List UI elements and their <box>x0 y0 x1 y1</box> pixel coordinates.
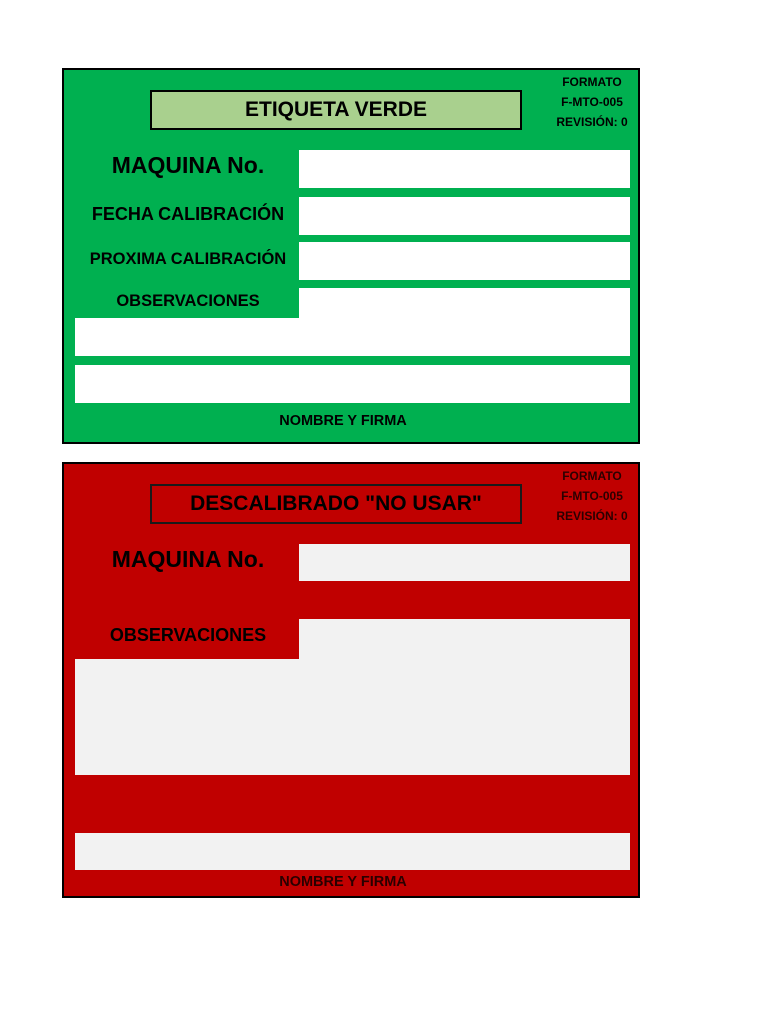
green-signature-field[interactable] <box>75 365 630 403</box>
green-machine-label: MAQUINA No. <box>111 152 265 178</box>
green-next-calibration-label: PROXIMA CALIBRACIÓN <box>89 250 287 268</box>
red-machine-label: MAQUINA No. <box>111 546 265 572</box>
red-observations-label: OBSERVACIONES <box>109 625 267 645</box>
red-label-title: DESCALIBRADO "NO USAR" <box>150 484 522 524</box>
red-format-revision: REVISIÓN: 0 <box>556 509 628 523</box>
green-calibration-date-field[interactable] <box>299 197 630 235</box>
red-observations-field[interactable] <box>75 659 630 775</box>
green-next-calibration-field[interactable] <box>299 242 630 280</box>
red-signature-field[interactable] <box>75 833 630 870</box>
green-format-line: FORMATO <box>562 75 622 89</box>
green-signature-label: NOMBRE Y FIRMA <box>279 413 407 429</box>
red-format-block <box>542 466 642 526</box>
green-machine-field[interactable] <box>299 150 630 188</box>
green-calibration-date-label: FECHA CALIBRACIÓN <box>91 204 285 224</box>
red-uncalibrated-label <box>62 462 640 898</box>
green-format-revision: REVISIÓN: 0 <box>556 115 628 129</box>
green-label-title: ETIQUETA VERDE <box>150 90 522 130</box>
red-format-code: F-MTO-005 <box>561 489 623 503</box>
red-format-line: FORMATO <box>562 469 622 483</box>
green-observations-label: OBSERVACIONES <box>116 292 260 310</box>
green-format-code: F-MTO-005 <box>561 95 623 109</box>
red-signature-label: NOMBRE Y FIRMA <box>279 874 407 890</box>
green-observations-field-top[interactable] <box>299 288 630 318</box>
green-format-block <box>542 72 642 132</box>
red-observations-field-top[interactable] <box>299 619 630 659</box>
red-machine-field[interactable] <box>299 544 630 581</box>
green-observations-field[interactable] <box>75 318 630 356</box>
green-calibrated-label <box>62 68 640 444</box>
